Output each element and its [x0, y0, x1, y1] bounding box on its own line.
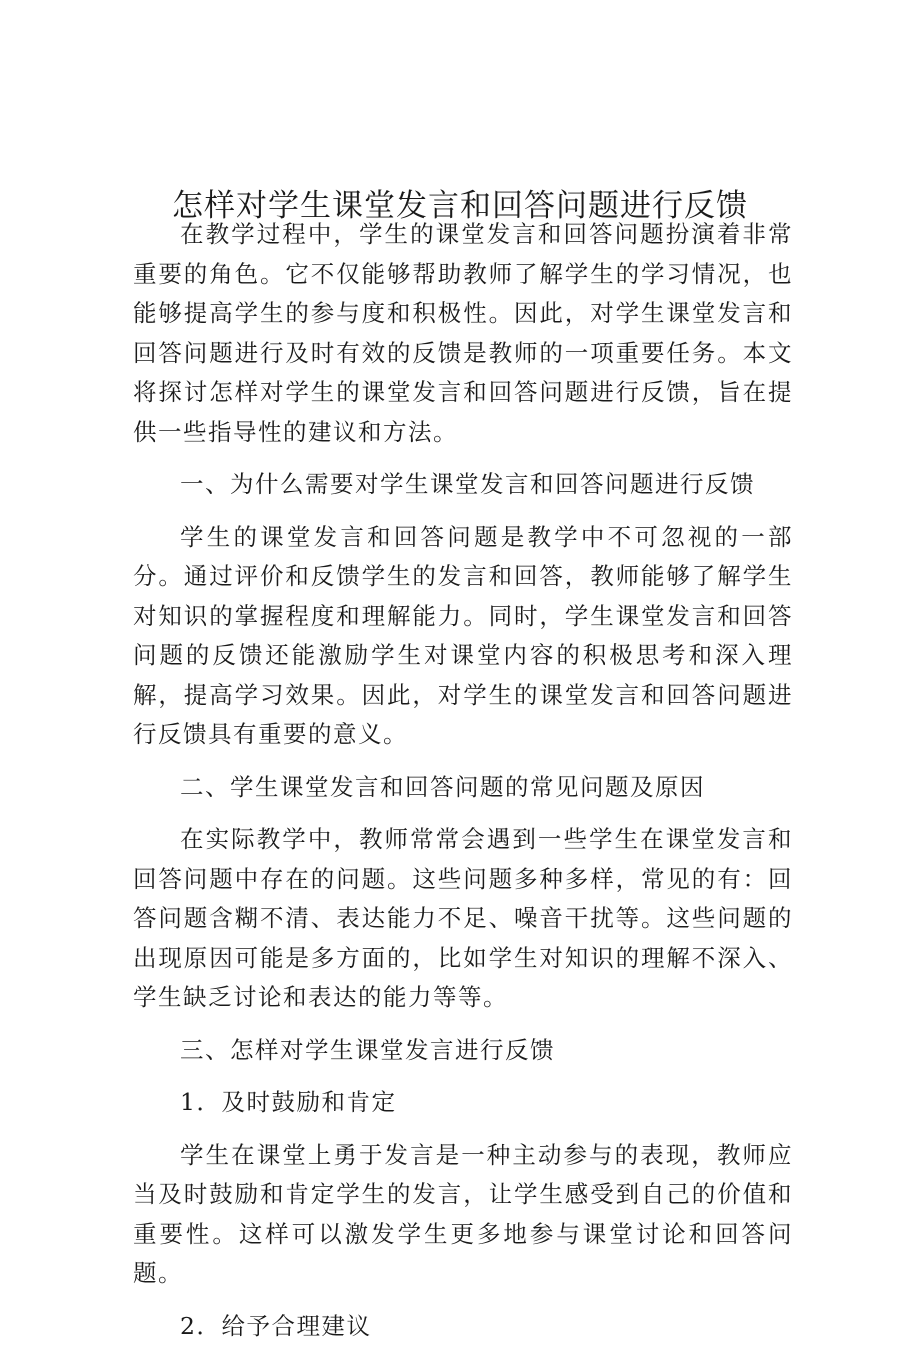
- section-1-heading: 一、为什么需要对学生课堂发言和回答问题进行反馈: [133, 465, 793, 505]
- item-2-heading: 2．给予合理建议: [133, 1307, 793, 1346]
- intro-paragraph: 在教学过程中，学生的课堂发言和回答问题扮演着非常重要的角色。它不仅能够帮助教师了解学生的学习情况，也能够提高学生的参与度和积极性。因此，对学生课堂发言和回答问题进行及时有效的反馈是教师的一项重要任务。本文将探讨怎样对学生的课堂发言和回答问题进行反馈，旨在提供一些指导性的建议和方法。: [133, 215, 793, 452]
- section-3-heading: 三、怎样对学生课堂发言进行反馈: [133, 1031, 793, 1071]
- section-1-paragraph: 学生的课堂发言和回答问题是教学中不可忽视的一部分。通过评价和反馈学生的发言和回答，教师能够了解学生对知识的掌握程度和理解能力。同时，学生课堂发言和回答问题的反馈还能激励学生对课堂内容的积极思考和深入理解，提高学习效果。因此，对学生的课堂发言和回答问题进行反馈具有重要的意义。: [133, 518, 793, 755]
- item-1-paragraph: 学生在课堂上勇于发言是一种主动参与的表现，教师应当及时鼓励和肯定学生的发言，让学生感受到自己的价值和重要性。这样可以激发学生更多地参与课堂讨论和回答问题。: [133, 1136, 793, 1294]
- document-body: [133, 215, 793, 1346]
- section-2-paragraph: 在实际教学中，教师常常会遇到一些学生在课堂发言和回答问题中存在的问题。这些问题多种多样，常见的有：回答问题含糊不清、表达能力不足、噪音干扰等。这些问题的出现原因可能是多方面的，比如学生对知识的理解不深入、学生缺乏讨论和表达的能力等等。: [133, 820, 793, 1018]
- item-1-heading: 1．及时鼓励和肯定: [133, 1083, 793, 1123]
- document-title: 怎样对学生课堂发言和回答问题进行反馈: [130, 184, 790, 228]
- section-2-heading: 二、学生课堂发言和回答问题的常见问题及原因: [133, 768, 793, 808]
